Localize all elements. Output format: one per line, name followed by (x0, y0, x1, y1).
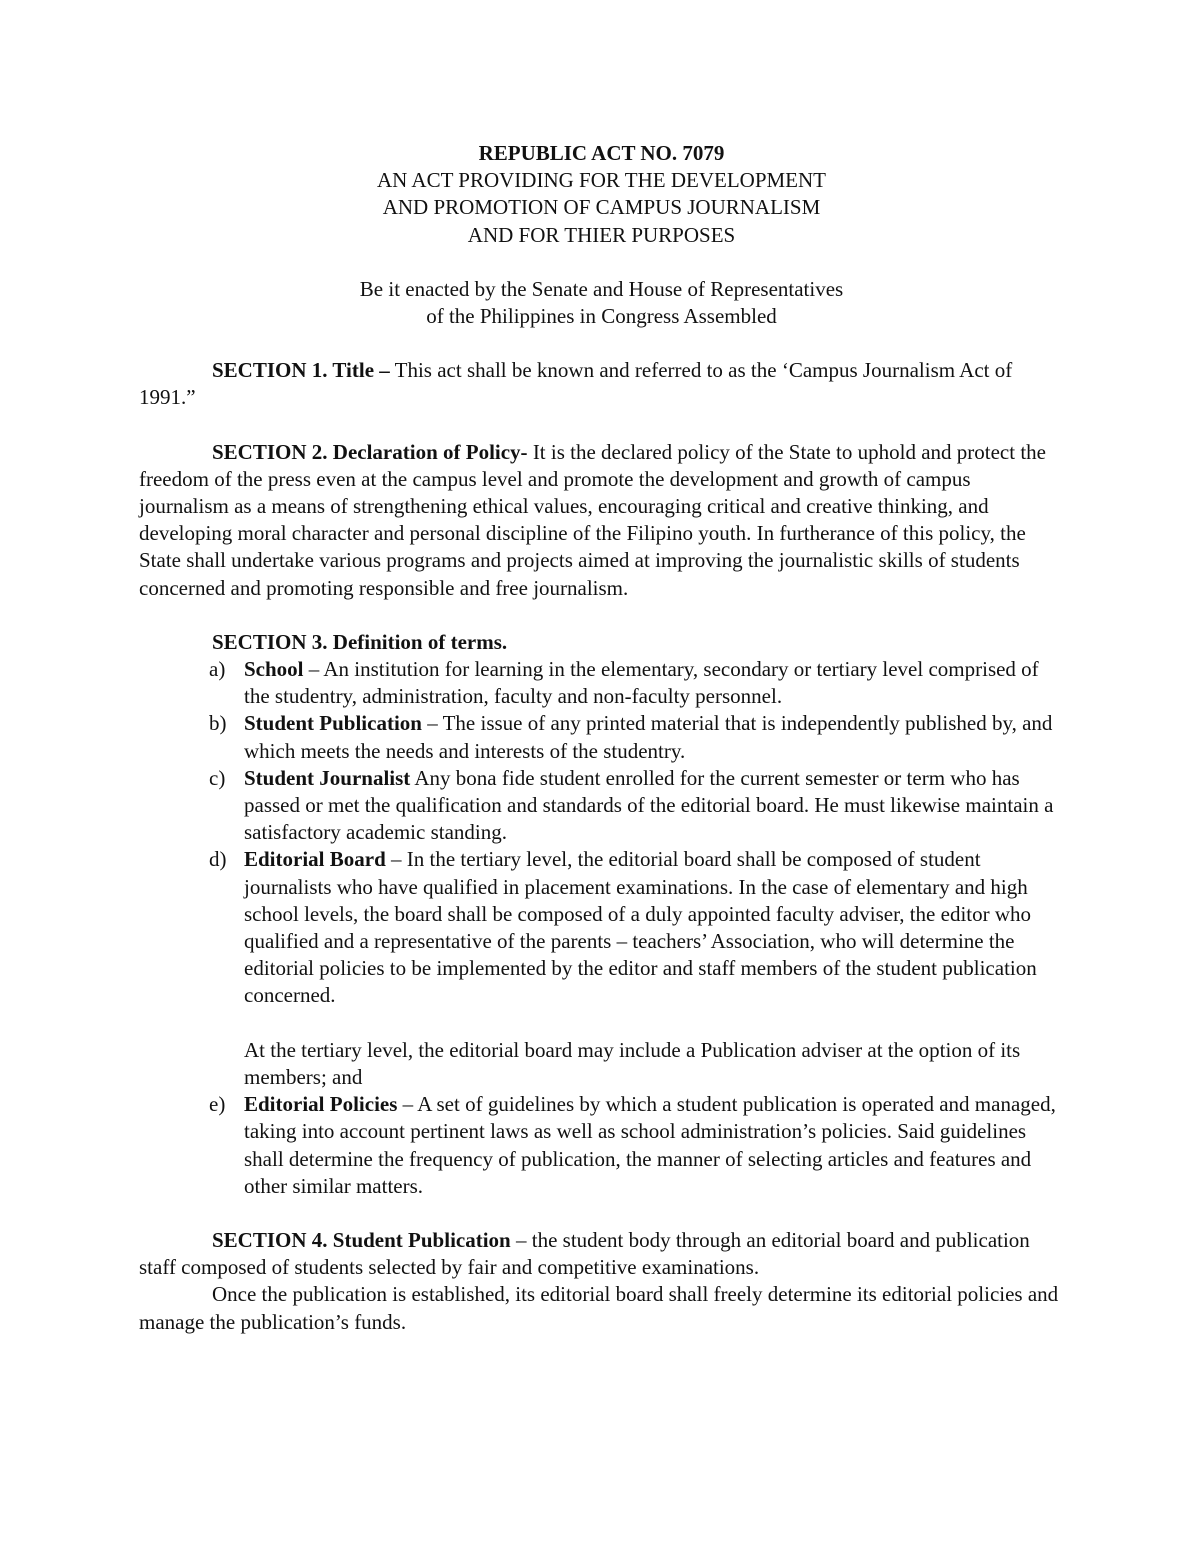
list-marker: e) (209, 1092, 226, 1117)
list-item (139, 1091, 1064, 1200)
section-1 (139, 357, 1064, 411)
act-subtitle-line-2: AND PROMOTION OF CAMPUS JOURNALISM (382, 195, 821, 220)
enacting-line-1: Be it enacted by the Senate and House of Representatives (359, 276, 844, 301)
enacting-line-2: of the Philippines in Congress Assembled (426, 304, 777, 329)
list-item (139, 656, 1064, 710)
section-3 (139, 629, 1064, 1200)
section-2-text: It is the declared policy of the State to uphold and protect the freedom of the press even at the campus level and promote the development and growth of campus journalism as a means of strengthening ethical values, encouraging critical and creative thinking, and developing moral character and personal discipline of the Filipino youth. In furtherance of this policy, the State shall undertake various programs and projects aimed at improving the journalistic skills of students concerned and promoting responsible and free journalism. (139, 439, 1046, 600)
definition-list-continued (139, 1091, 1064, 1200)
document-header (139, 140, 1064, 330)
section-4 (139, 1227, 1064, 1336)
list-item (139, 710, 1064, 764)
term-name: School (244, 657, 304, 682)
term-name: Student Journalist (244, 765, 411, 790)
list-marker: c) (209, 765, 226, 790)
list-marker: d) (209, 847, 227, 872)
tertiary-note: At the tertiary level, the editorial board may include a Publication adviser at the option of its members; and (244, 1037, 1021, 1089)
section-1-text: This act shall be known and referred to as the ‘Campus Journalism Act of 1991.” (139, 358, 1013, 410)
list-marker: b) (209, 711, 227, 736)
section-2-heading: SECTION 2. Declaration of Policy- (212, 439, 528, 464)
section-4-text: – the student body through an editorial board and publication staff composed of students selected by fair and competitive examinations. (139, 1227, 1030, 1280)
section-4-heading: SECTION 4. Student Publication (212, 1227, 511, 1252)
definition-list (139, 656, 1064, 1010)
section-3-heading: SECTION 3. Definition of terms. (212, 629, 508, 654)
term-definition: – In the tertiary level, the editorial board shall be composed of student journalists who have qualified in placement examinations. In the case of elementary and high school levels, the board shall be composed of a duly appointed faculty adviser, the editor who qualified and a representative of the parents – teachers’ Association, who will determine the editorial policies to be implemented by the editor and staff members of the student publication concerned. (244, 847, 1037, 1008)
term-name: Editorial Board (244, 847, 386, 872)
term-definition: – The issue of any printed material that is independently published by, and which meets the needs and interests of the studentry. (244, 711, 1053, 763)
term-definition: Any bona fide student enrolled for the current semester or term who has passed or met the qualification and standards of the editorial board. He must likewise maintain a satisfactory academic standing. (244, 765, 1054, 845)
act-title: REPUBLIC ACT NO. 7079 (478, 141, 725, 165)
term-definition: – A set of guidelines by which a student publication is operated and managed, taking into account pertinent laws as well as school administration’s policies. Said guidelines shall determine the frequency of publication, the manner of selecting articles and features and other similar matters. (244, 1092, 1056, 1198)
term-definition: – An institution for learning in the elementary, secondary or tertiary level comprised of the studentry, administration, faculty and non-faculty personnel. (244, 657, 1039, 709)
act-subtitle-line-3: AND FOR THIER PURPOSES (467, 222, 736, 247)
section-4-paragraph-2: Once the publication is established, its editorial board shall freely determine its editorial policies and manage the publication’s funds. (139, 1282, 1059, 1334)
document-page (139, 140, 1064, 1336)
section-4-paragraph-1 (139, 1227, 1064, 1281)
term-name: Editorial Policies (244, 1092, 398, 1117)
enacting-clause (139, 276, 1064, 330)
act-subtitle-line-1: AN ACT PROVIDING FOR THE DEVELOPMENT (377, 168, 826, 193)
list-item (139, 846, 1064, 1009)
section-1-heading: SECTION 1. Title – (212, 358, 390, 383)
list-item (139, 765, 1064, 847)
section-2 (139, 439, 1064, 602)
list-marker: a) (209, 657, 226, 682)
term-name: Student Publication (244, 711, 422, 736)
